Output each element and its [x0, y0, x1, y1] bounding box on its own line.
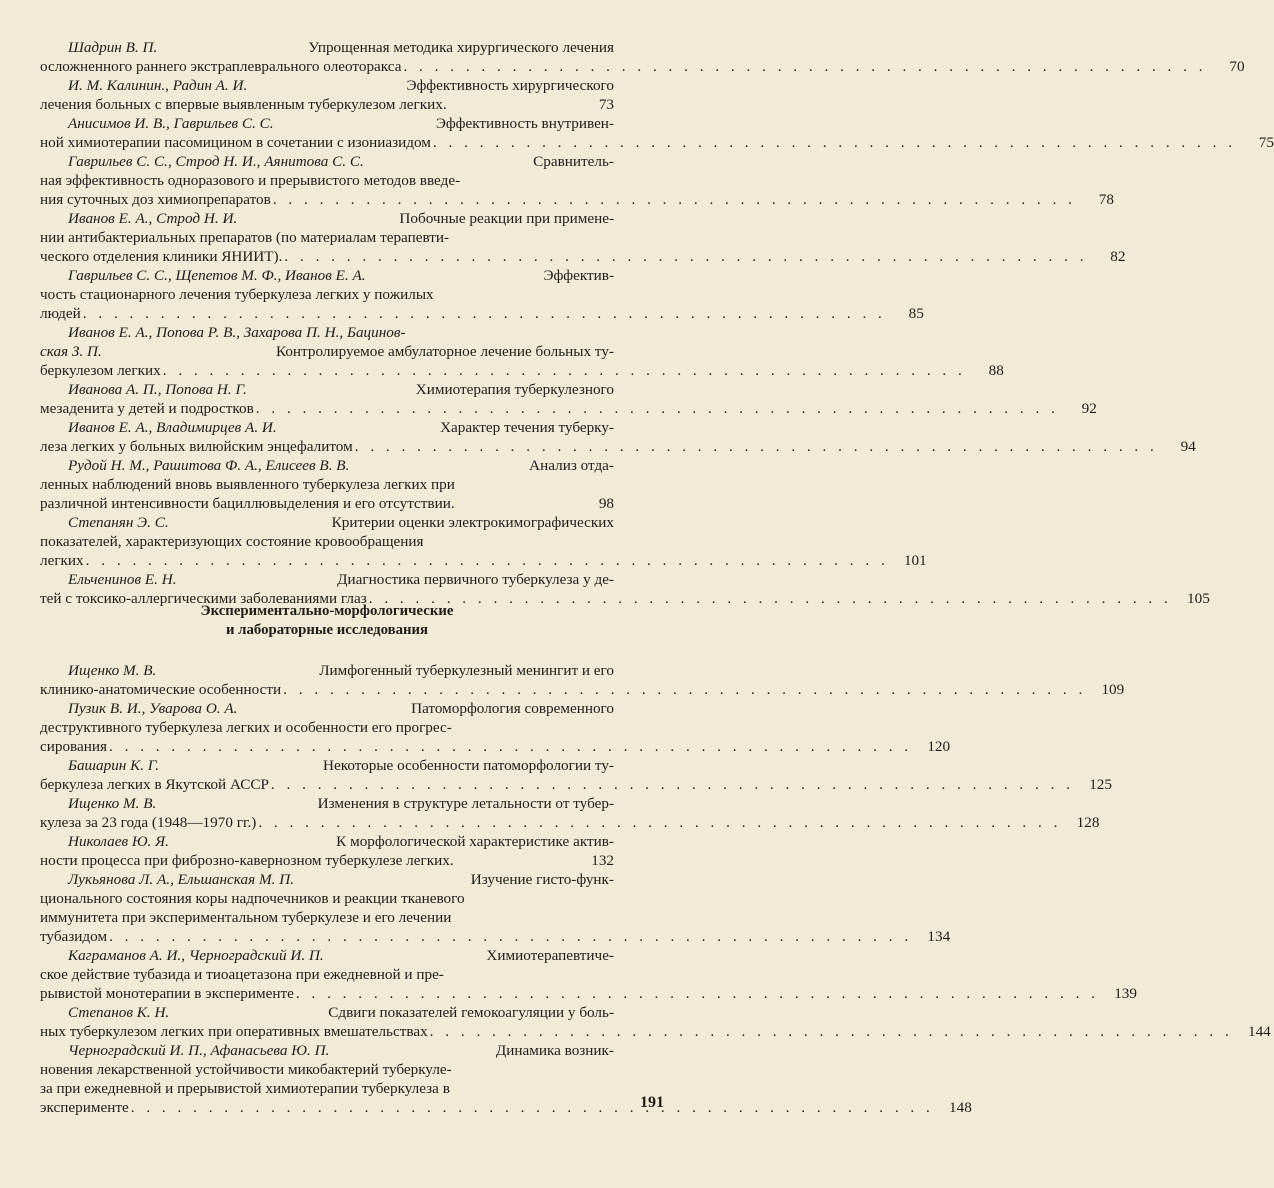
entry-authors: ская З. П.	[40, 343, 102, 360]
entry-title-text: К морфологической характеристике актив-	[336, 833, 614, 850]
contents-entry	[40, 794, 1100, 832]
leader-dots	[109, 927, 912, 946]
leader-dots	[109, 737, 912, 756]
entry-line	[40, 285, 614, 304]
entry-page-number: 88	[988, 362, 1004, 379]
contents-entry	[40, 946, 1137, 1003]
entry-line	[40, 870, 614, 889]
entry-authors: Лукьянова Л. А., Ельшанская М. П.	[68, 871, 294, 888]
entry-title-text: ленных наблюдений вновь выявленного туберкулеза легких при	[40, 476, 455, 493]
page-number: 191	[640, 1094, 664, 1111]
contents-entry	[40, 1003, 1271, 1041]
entry-line	[40, 927, 951, 946]
entry-authors: Пузик В. И., Уварова О. А.	[68, 700, 238, 717]
entry-authors: Николаев Ю. Я.	[68, 833, 169, 850]
entry-page-number: 132	[591, 852, 614, 869]
leader-dots	[163, 361, 966, 380]
entry-title-text: беркулеза легких в Якутской АССР	[40, 776, 269, 793]
entry-line	[40, 323, 614, 342]
entry-page-number: 94	[1180, 438, 1196, 455]
entry-title-text: иммунитета при экспериментальном туберкулезе и его лечении	[40, 909, 452, 926]
entry-title-text: Эффектив-	[543, 267, 614, 284]
contents-entry	[40, 661, 1125, 699]
entry-page-number: 144	[1247, 1023, 1271, 1040]
entry-title-text: клинико-анатомические особенности	[40, 681, 282, 698]
entry-line	[40, 114, 614, 133]
entry-line	[40, 1003, 614, 1022]
entry-line	[40, 1041, 614, 1060]
contents-entry	[40, 456, 614, 513]
entry-line	[40, 437, 1196, 456]
entry-title-text: ной химиотерапии пасомицином в сочетании с изониазидом	[40, 134, 431, 151]
entry-page-number: 85	[908, 305, 924, 322]
entry-title-text: ных туберкулезом легких при оперативных вмешательствах	[40, 1023, 428, 1040]
entry-line	[40, 399, 1097, 418]
contents-entry	[40, 209, 1126, 266]
entry-authors: Анисимов И. В., Гаврильев С. С.	[68, 115, 274, 132]
entry-line	[40, 699, 614, 718]
entry-authors: Ельченинов Е. Н.	[68, 571, 177, 588]
section-heading-line-1: Экспериментально-морфологические	[200, 603, 454, 619]
entry-line	[40, 361, 1004, 380]
entry-title-text: показателей, характеризующих состояние кровообращения	[40, 533, 424, 550]
entry-line	[40, 570, 614, 589]
entry-line	[40, 851, 614, 870]
entry-title-text: различной интенсивности бациллювыделения и его отсутствии.	[40, 495, 455, 512]
leader-dots	[258, 813, 1061, 832]
entry-title-text: Анализ отда-	[529, 457, 614, 474]
entry-line	[40, 266, 614, 285]
entry-line	[40, 946, 614, 965]
contents-entry	[40, 266, 924, 323]
leader-dots	[256, 399, 1059, 418]
contents-entry	[40, 699, 951, 756]
entry-page-number: 148	[949, 1099, 972, 1116]
entry-line	[40, 38, 614, 57]
entry-line	[40, 1079, 614, 1098]
entry-title-text: рывистой монотерапии в эксперименте	[40, 985, 294, 1002]
entry-title-text: ческого отделения клиники ЯНИИТ).	[40, 248, 283, 265]
entry-page-number: 134	[927, 928, 951, 945]
entry-title-text: новения лекарственной устойчивости микобактерий туберкуле-	[40, 1061, 452, 1078]
entry-authors: Степанов К. Н.	[68, 1004, 170, 1021]
entry-line	[40, 832, 614, 851]
entry-line	[40, 1060, 614, 1079]
entry-authors: Ищенко М. В.	[68, 795, 157, 812]
entry-authors: Иванов Е. А., Попова Р. В., Захарова П. Н., Бацинов-	[68, 324, 406, 341]
entry-authors: Иванова А. П., Попова Н. Г.	[68, 381, 247, 398]
leader-dots	[83, 304, 886, 323]
entry-title-text: тубазидом	[40, 928, 108, 945]
entry-line	[40, 794, 614, 813]
entry-title-text: Изменения в структуре летальности от тубер-	[317, 795, 614, 812]
contents-entry	[40, 152, 1114, 209]
entry-page-number: 109	[1101, 681, 1125, 698]
entry-page-number: 128	[1076, 814, 1100, 831]
entry-title-text: Лимфогенный туберкулезный менингит и его	[319, 662, 614, 679]
entry-title-text: Характер течения туберку-	[440, 419, 614, 436]
entry-title-text: Критерии оценки электрокимографических	[331, 514, 614, 531]
contents-entry	[40, 870, 951, 946]
entry-title-text: Упрощенная методика хирургического лечения	[308, 39, 614, 56]
entry-line	[40, 418, 614, 437]
entry-title-text: эксперименте	[40, 1099, 129, 1116]
entry-authors: Гаврильев С. С., Щепетов М. Ф., Иванов Е. А.	[68, 267, 366, 284]
entry-title-text: беркулезом легких	[40, 362, 161, 379]
entry-title-text: Сравнитель-	[533, 153, 614, 170]
leader-dots	[271, 775, 1074, 794]
entry-title-text: Химиотерапия туберкулезного	[415, 381, 614, 398]
entry-title-text: Изучение гисто-функ-	[470, 871, 614, 888]
section-heading	[40, 602, 614, 640]
entry-line	[40, 661, 614, 680]
entry-authors: Степанян Э. С.	[68, 514, 169, 531]
entry-line	[40, 95, 614, 114]
entry-title-text: лечения больных с впервые выявленным туберкулезом легких.	[40, 96, 447, 113]
leader-dots	[131, 1098, 934, 1117]
contents-entry	[40, 76, 614, 114]
entry-line	[40, 456, 614, 475]
entry-page-number: 82	[1110, 248, 1126, 265]
entry-title-text: кулеза за 23 года (1948—1970 гг.)	[40, 814, 257, 831]
entry-title-text: нии антибактериальных препаратов (по материалам терапевти-	[40, 229, 450, 246]
entry-title-text: ная эффективность одноразового и прерывистого методов введе-	[40, 172, 461, 189]
entry-line	[40, 228, 614, 247]
entry-line	[40, 1022, 1271, 1041]
entry-page-number: 125	[1089, 776, 1112, 793]
entry-line	[40, 247, 1126, 266]
contents-entry	[40, 756, 1112, 794]
entry-authors: Рудой Н. М., Рашитова Ф. А., Елисеев В. В.	[68, 457, 350, 474]
leader-dots	[355, 437, 1158, 456]
entry-line	[40, 475, 614, 494]
entry-line	[40, 551, 927, 570]
contents-entry	[40, 114, 1274, 152]
entry-title-text: Контролируемое амбулаторное лечение больных ту-	[275, 343, 614, 360]
entry-page-number: 75	[1258, 134, 1274, 151]
entry-title-text: за при ежедневной и прерывистой химиотерапии туберкулеза в	[40, 1080, 450, 1097]
contents-entry	[40, 418, 1196, 456]
entry-line	[40, 152, 614, 171]
leader-dots	[430, 1022, 1233, 1041]
entry-title-text: легких	[40, 552, 84, 569]
entry-title-text: чость стационарного лечения туберкулеза легких у пожилых	[40, 286, 434, 303]
entry-authors: Шадрин В. П.	[68, 39, 158, 56]
leader-dots	[273, 190, 1076, 209]
entry-line	[40, 380, 614, 399]
entry-title-text: ское действие тубазида и тиоацетазона при ежедневной и пре-	[40, 966, 444, 983]
entry-line	[40, 209, 614, 228]
entry-page-number: 92	[1081, 400, 1097, 417]
leader-dots	[403, 57, 1206, 76]
entry-line	[40, 775, 1112, 794]
entry-title-text: Диагностика первичного туберкулеза у де-	[337, 571, 614, 588]
entry-title-text: Эффективность внутривен-	[435, 115, 614, 132]
entry-title-text: сирования	[40, 738, 108, 755]
entry-line	[40, 965, 614, 984]
entry-title-text: осложненного раннего экстраплеврального олеоторакса	[40, 58, 402, 75]
contents-entry	[40, 323, 1004, 380]
entry-authors: Иванов Е. А., Строд Н. И.	[68, 210, 238, 227]
entry-title-text: Химиотерапевтиче-	[486, 947, 614, 964]
entry-page-number: 101	[903, 552, 927, 569]
leader-dots	[284, 247, 1087, 266]
entry-authors: Иванов Е. А., Владимирцев А. И.	[68, 419, 277, 436]
entry-title-text: Эффективность хирургического	[406, 77, 614, 94]
entry-line	[40, 494, 614, 513]
entry-page-number: 70	[1229, 58, 1245, 75]
entry-line	[40, 532, 614, 551]
leader-dots	[86, 551, 889, 570]
entry-authors: Черноградский И. П., Афанасьева Ю. П.	[68, 1042, 330, 1059]
entry-title-text: Побочные реакции при примене-	[399, 210, 614, 227]
entry-title-text: ности процесса при фиброзно-кавернозном туберкулезе легких.	[40, 852, 454, 869]
entry-title-text: Сдвиги показателей гемокоагуляции у боль-	[328, 1004, 614, 1021]
entry-authors: Гаврильев С. С., Строд Н. И., Аянитова С. С.	[68, 153, 364, 170]
entry-authors: И. М. Калинин., Радин А. И.	[68, 77, 248, 94]
leader-dots	[296, 984, 1099, 1003]
entry-authors: Башарин К. Г.	[68, 757, 160, 774]
contents-entry	[40, 380, 1097, 418]
entry-title-text: тей с токсико-аллергическими заболеваниями глаз	[40, 590, 367, 607]
entry-line	[40, 908, 614, 927]
entry-page-number: 98	[598, 495, 614, 512]
entry-line	[40, 737, 951, 756]
entry-page-number: 120	[927, 738, 951, 755]
entry-line	[40, 342, 614, 361]
entry-authors: Ищенко М. В.	[68, 662, 157, 679]
contents-list-top	[40, 38, 1274, 608]
entry-line	[40, 76, 614, 95]
contents-entry	[40, 38, 1245, 76]
entry-page-number: 105	[1187, 590, 1210, 607]
entry-page-number: 73	[598, 96, 614, 113]
entry-title-text: ционального состояния коры надпочечников и реакции тканевого	[40, 890, 465, 907]
entry-line	[40, 190, 1114, 209]
entry-title-text: Динамика возник-	[495, 1042, 614, 1059]
entry-title-text: мезаденита у детей и подростков	[40, 400, 254, 417]
entry-title-text: людей	[40, 305, 81, 322]
entry-page-number: 78	[1098, 191, 1114, 208]
entry-title-text: леза легких у больных вилюйским энцефалитом	[40, 438, 353, 455]
contents-entry	[40, 513, 927, 570]
entry-line	[40, 813, 1100, 832]
entry-line	[40, 171, 614, 190]
entry-line	[40, 304, 924, 323]
entry-line	[40, 680, 1125, 699]
entry-line	[40, 133, 1274, 152]
entry-line	[40, 889, 614, 908]
leader-dots	[433, 133, 1236, 152]
entry-line	[40, 756, 614, 775]
entry-title-text: деструктивного туберкулеза легких и особенности его прогрес-	[40, 719, 452, 736]
entry-authors: Каграманов А. И., Черноградский И. П.	[68, 947, 324, 964]
contents-entry	[40, 832, 614, 870]
entry-line	[40, 984, 1137, 1003]
entry-page-number: 139	[1114, 985, 1137, 1002]
entry-title-text: Патоморфология современного	[411, 700, 614, 717]
entry-line	[40, 57, 1245, 76]
entry-title-text: Некоторые особенности патоморфологии ту-	[323, 757, 614, 774]
entry-line	[40, 718, 614, 737]
section-heading-line-2: и лабораторные исследования	[225, 622, 429, 638]
entry-title-text: ния суточных доз химиопрепаратов	[40, 191, 271, 208]
leader-dots	[283, 680, 1086, 699]
entry-line	[40, 513, 614, 532]
